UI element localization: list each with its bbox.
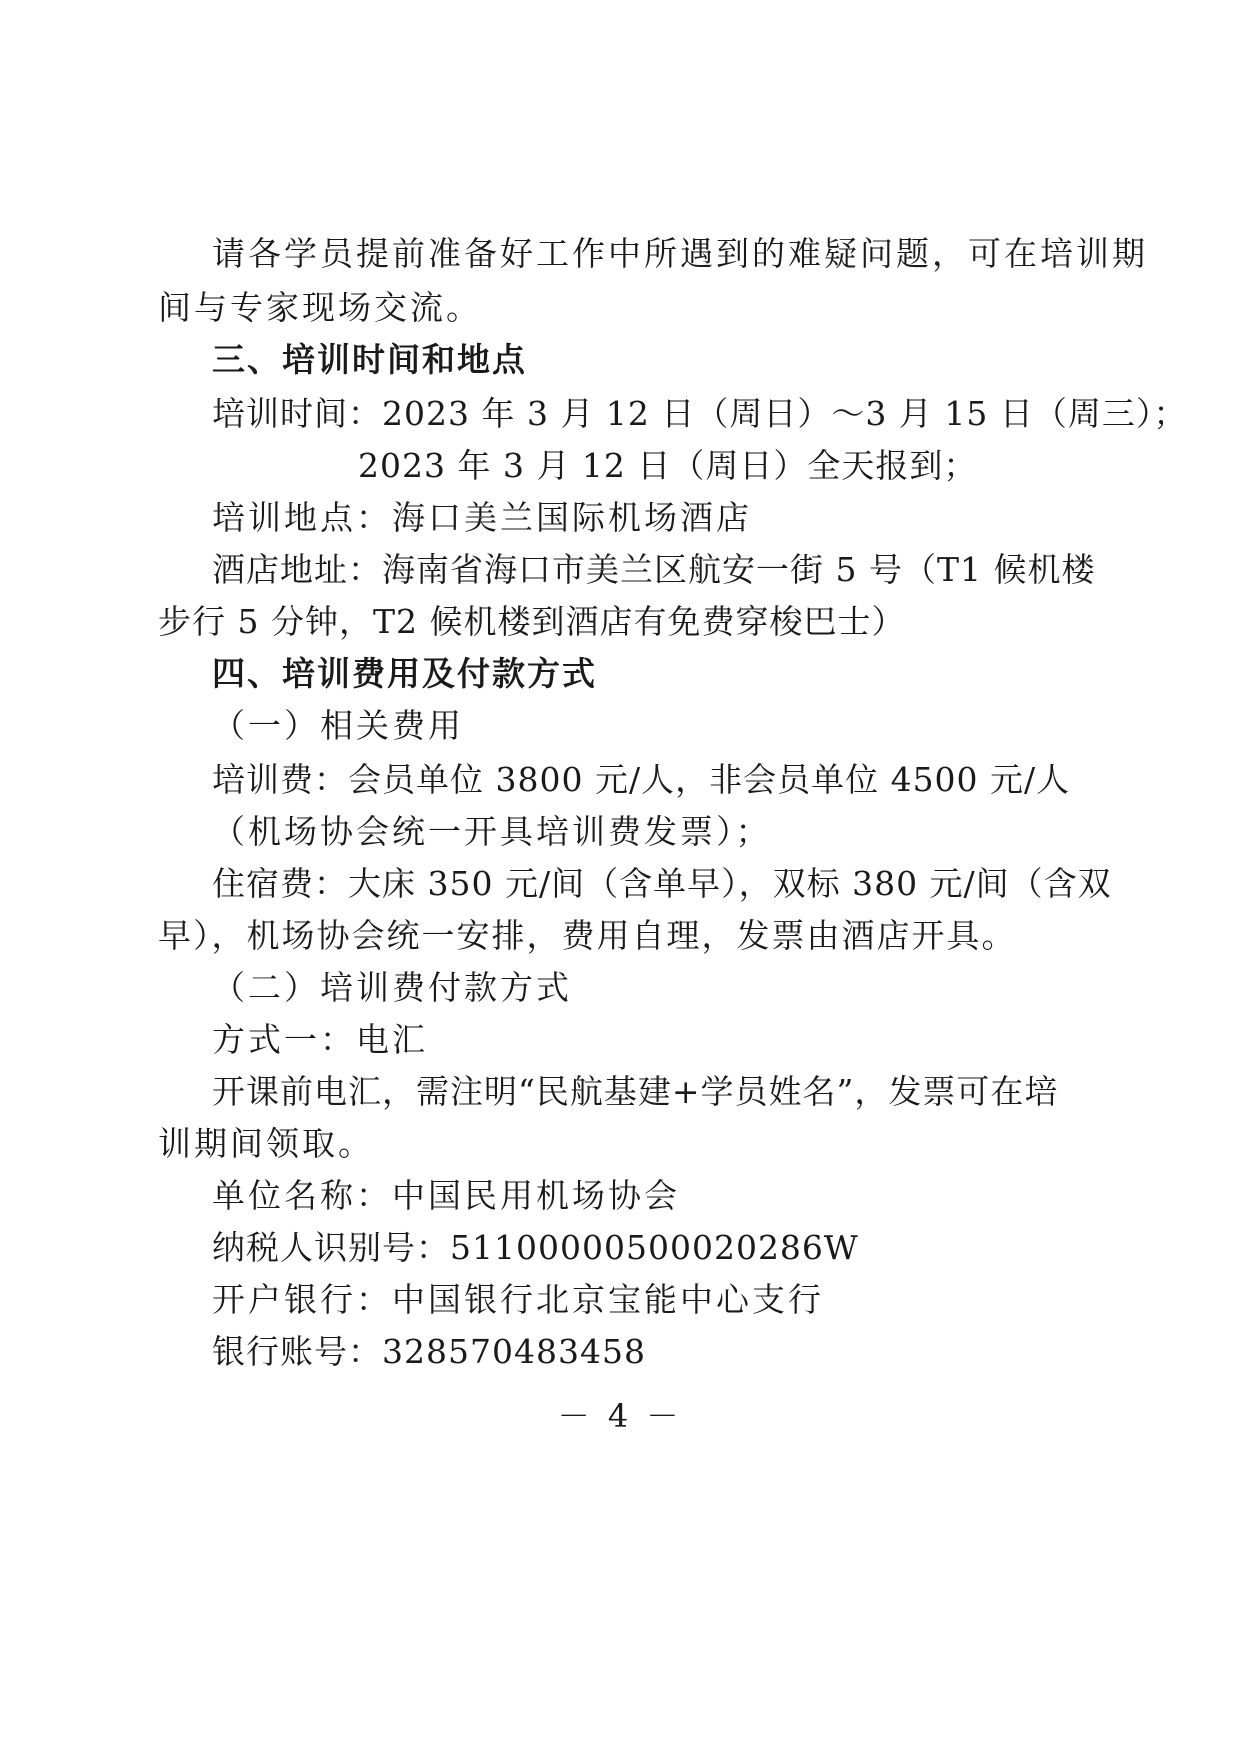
training-fee-note: （机场协会统一开具培训费发票）； [212,812,772,851]
section-heading-time-location: 三、培训时间和地点 [212,340,527,379]
lodging-fee-line-1: 住宿费：大床 350 元/间（含单早），双标 380 元/间（含双 [212,864,1112,903]
hotel-address-line-2: 步行 5 分钟，T2 候机楼到酒店有免费穿梭巴士） [158,602,906,641]
bank-name: 开户银行：中国银行北京宝能中心支行 [212,1280,824,1319]
paragraph-questions-line-1: 请各学员提前准备好工作中所遇到的难疑问题，可在培训期 [212,234,1148,273]
training-time-line-2: 2023 年 3 月 12 日（周日）全天报到； [358,446,978,485]
bank-account: 银行账号：328570483458 [212,1332,646,1371]
lodging-fee-line-2: 早），机场协会统一安排，费用自理，发票由酒店开具。 [158,916,1017,955]
subheading-related-fees: （一）相关费用 [212,706,464,745]
training-fee: 培训费：会员单位 3800 元/人，非会员单位 4500 元/人 [212,760,1071,799]
taxpayer-id: 纳税人识别号：51100000500020286W [212,1228,859,1267]
training-location: 培训地点：海口美兰国际机场酒店 [212,498,752,537]
section-heading-fees: 四、培训费用及付款方式 [212,654,597,693]
payment-method-one: 方式一：电汇 [212,1020,428,1059]
wire-transfer-note-line-2: 训期间领取。 [158,1124,374,1163]
subheading-payment-method: （二）培训费付款方式 [212,968,572,1007]
paragraph-questions-line-2: 间与专家现场交流。 [158,288,482,327]
hotel-address-line-1: 酒店地址：海南省海口市美兰区航安一街 5 号（T1 候机楼 [212,550,1096,589]
page-number: － 4 － [557,1397,683,1435]
company-name: 单位名称：中国民用机场协会 [212,1176,680,1215]
wire-transfer-note-line-1: 开课前电汇，需注明“民航基建+学员姓名”，发票可在培 [212,1072,1059,1111]
training-time-line-1: 培训时间：2023 年 3 月 12 日（周日）～3 月 15 日（周三）； [212,394,1188,433]
